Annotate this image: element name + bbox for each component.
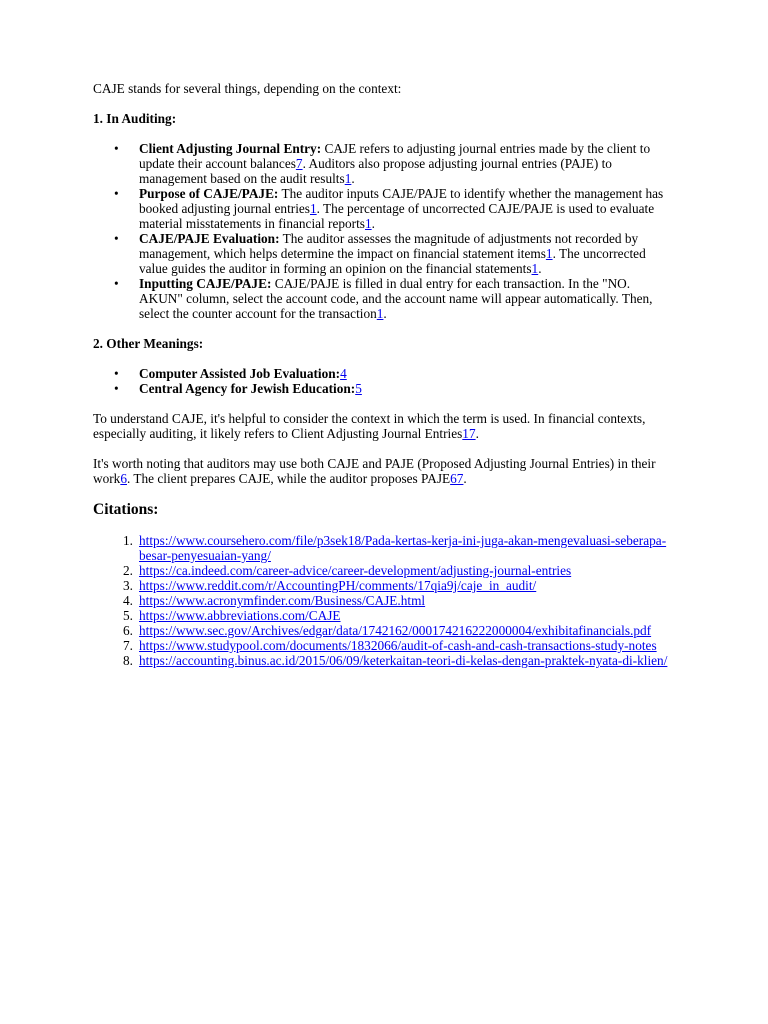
citation-ref-link[interactable]: 1 (376, 306, 384, 321)
list-item-term: Purpose of CAJE/PAJE: (139, 186, 279, 201)
list-item (114, 186, 673, 231)
citations-heading: Citations: (93, 501, 159, 518)
other-meanings-list (93, 366, 673, 396)
citation-item (123, 653, 673, 668)
citation-link[interactable]: https://ca.indeed.com/career-advice/career-development/adjusting-journal-entries (139, 563, 572, 578)
body-text: . (371, 216, 375, 231)
bullet-icon: • (114, 186, 119, 201)
body-text: . (475, 426, 479, 441)
citation-ref-link[interactable]: 1 (309, 201, 317, 216)
bullet-icon: • (114, 231, 119, 246)
list-item (114, 276, 673, 321)
citation-item (123, 593, 673, 608)
list-item-term: Central Agency for Jewish Education: (139, 381, 356, 396)
list-item (114, 381, 673, 396)
body-text: . The client prepares CAJE, while the auditor proposes PAJE (126, 471, 451, 486)
citation-link[interactable]: https://www.acronymfinder.com/Business/CAJE.html (139, 593, 426, 608)
body-text: The auditor assesses the magnitude of adjustments not recorded by management, which helps determine the impact on financial statement items (139, 231, 639, 261)
citation-ref-link[interactable]: 1 (364, 216, 372, 231)
body-text: . (463, 471, 467, 486)
citation-number: 7. (123, 638, 133, 653)
citation-link[interactable]: https://www.abbreviations.com/CAJE (139, 608, 341, 623)
intro-text: CAJE stands for several things, depending on the context: (93, 81, 402, 96)
citation-ref-link[interactable]: 6 (120, 471, 127, 486)
citation-ref-link[interactable]: 1 (344, 171, 352, 186)
list-item-term: Client Adjusting Journal Entry: (139, 141, 322, 156)
citation-link[interactable]: https://www.coursehero.com/file/p3sek18/Pada-kertas-kerja-ini-juga-akan-mengevaluasi-seberapa-besar-penyesuaian-yang/ (139, 533, 667, 563)
citations-list (93, 533, 673, 668)
context-paragraph (93, 411, 673, 441)
list-item (114, 366, 673, 381)
bullet-icon: • (114, 381, 119, 396)
citation-ref-link[interactable]: 7 (295, 156, 303, 171)
citation-item (123, 638, 673, 653)
body-text: . (351, 171, 355, 186)
citation-item (123, 533, 673, 563)
section-heading-auditing: 1. In Auditing: (93, 111, 177, 126)
body-text: It's worth noting that auditors may use both CAJE and PAJE (Proposed Adjusting Journal Entries) in their work (93, 456, 656, 486)
citation-item (123, 563, 673, 578)
list-item-term: CAJE/PAJE Evaluation: (139, 231, 280, 246)
body-text: . Auditors also propose adjusting journal entries (PAJE) to management based on the audit results (139, 156, 612, 186)
bullet-icon: • (114, 141, 119, 156)
list-item (114, 141, 673, 186)
citation-number: 8. (123, 653, 133, 668)
citation-ref-link[interactable]: 17 (462, 426, 476, 441)
citation-link[interactable]: https://www.studypool.com/documents/1832066/audit-of-cash-and-cash-transactions-study-notes (139, 638, 657, 653)
citation-link[interactable]: https://www.reddit.com/r/AccountingPH/comments/17qia9j/caje_in_audit/ (139, 578, 537, 593)
auditing-list (93, 141, 673, 321)
citation-ref-link[interactable]: 4 (340, 366, 347, 381)
citation-link[interactable]: https://accounting.binus.ac.id/2015/06/09/keterkaitan-teori-di-kelas-dengan-praktek-nyata-di-klien/ (139, 653, 668, 668)
body-text: CAJE/PAJE is filled in dual entry for each transaction. In the "NO. AKUN" column, select the account code, and the account name will appear automatically. Then, select the counter account for the transaction (139, 276, 653, 321)
citation-item (123, 578, 673, 593)
citation-number: 4. (123, 593, 133, 608)
list-item-term: Computer Assisted Job Evaluation: (139, 366, 341, 381)
body-text: . The uncorrected value guides the auditor in forming an opinion on the financial statements (139, 246, 646, 276)
document-content (93, 81, 673, 668)
citation-item (123, 623, 673, 638)
caje-paje-paragraph (93, 456, 673, 486)
citation-ref-link[interactable]: 1 (531, 261, 539, 276)
citation-number: 1. (123, 533, 133, 548)
section-heading-other-meanings: 2. Other Meanings: (93, 336, 204, 351)
body-text: . (383, 306, 387, 321)
body-text: The auditor inputs CAJE/PAJE to identify whether the management has booked adjusting journal entries (139, 186, 664, 216)
citation-number: 2. (123, 563, 133, 578)
citation-ref-link[interactable]: 5 (355, 381, 362, 396)
body-text: To understand CAJE, it's helpful to consider the context in which the term is used. In financial contexts, especially auditing, it likely refers to Client Adjusting Journal Entries (93, 411, 646, 441)
citation-number: 3. (123, 578, 133, 593)
citation-number: 6. (123, 623, 133, 638)
citation-ref-link[interactable]: 1 (545, 246, 553, 261)
body-text: . (538, 261, 542, 276)
list-item-term: Inputting CAJE/PAJE: (139, 276, 272, 291)
citation-link[interactable]: https://www.sec.gov/Archives/edgar/data/1742162/000174216222000004/exhibitafinancials.pdf (139, 623, 652, 638)
body-text: CAJE refers to adjusting journal entries made by the client to update their account balances (139, 141, 651, 171)
bullet-icon: • (114, 366, 119, 381)
citation-ref-link[interactable]: 67 (450, 471, 464, 486)
list-item (114, 231, 673, 276)
body-text: . The percentage of uncorrected CAJE/PAJE is used to evaluate material misstatements in financial reports (139, 201, 655, 231)
citation-item (123, 608, 673, 623)
citation-number: 5. (123, 608, 133, 623)
bullet-icon: • (114, 276, 119, 291)
